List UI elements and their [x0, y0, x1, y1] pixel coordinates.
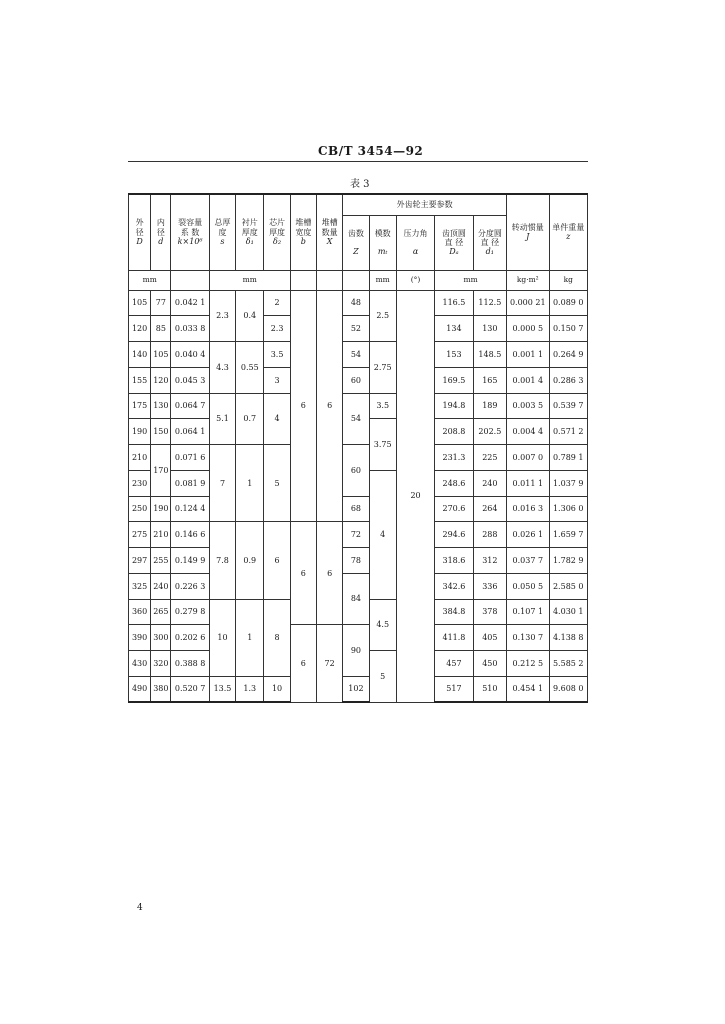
cell-d: 380 — [151, 676, 171, 702]
cell-J: 0.016 3 — [507, 496, 549, 522]
cell-l: 0.9 — [236, 522, 264, 599]
col-header-weight: 单件重量 z — [549, 194, 588, 270]
cell-k: 0.040 4 — [171, 342, 209, 368]
col-header-vol-coef: 裂容量 系 数 k×10⁶ — [171, 194, 209, 270]
cell-J: 0.004 4 — [507, 419, 549, 445]
col-header-core-thick: 芯片 厚度 δ₂ — [264, 194, 290, 270]
cell-k: 0.520 7 — [171, 676, 209, 702]
cell-d: 150 — [151, 419, 171, 445]
cell-l: 0.4 — [236, 290, 264, 342]
cell-Z: 90 — [343, 625, 369, 677]
cell-d: 170 — [151, 445, 171, 497]
cell-w: 0.571 2 — [549, 419, 588, 445]
cell-Da: 248.6 — [435, 470, 473, 496]
cell-J: 0.107 1 — [507, 599, 549, 625]
cell-m: 4.5 — [369, 599, 396, 651]
cell-Da: 194.8 — [435, 393, 473, 419]
col-header-outer-dia: 外 径 D — [129, 194, 151, 270]
unit-cell: kg·m² — [507, 270, 549, 290]
table-row — [129, 548, 588, 574]
cell-d: 255 — [151, 548, 171, 574]
table-row — [129, 496, 588, 522]
cell-J: 0.130 7 — [507, 625, 549, 651]
unit-cell: mm — [209, 270, 290, 290]
cell-D: 390 — [129, 625, 151, 651]
cell-D: 325 — [129, 573, 151, 599]
document-standard-number: CB/T 3454—92 — [318, 144, 424, 158]
cell-c: 6 — [264, 522, 290, 599]
cell-w: 9.608 0 — [549, 676, 588, 702]
unit-cell: mm — [369, 270, 396, 290]
unit-cell-empty — [290, 270, 316, 290]
cell-w: 4.030 1 — [549, 599, 588, 625]
cell-J: 0.011 1 — [507, 470, 549, 496]
cell-k: 0.124 4 — [171, 496, 209, 522]
table-row — [129, 445, 588, 471]
cell-x: 6 — [316, 522, 342, 625]
page-number: 4 — [137, 903, 143, 913]
cell-J: 0.212 5 — [507, 651, 549, 677]
cell-k: 0.045 3 — [171, 367, 209, 393]
cell-Da: 208.8 — [435, 419, 473, 445]
cell-Da: 134 — [435, 316, 473, 342]
cell-d: 77 — [151, 290, 171, 316]
cell-D: 275 — [129, 522, 151, 548]
cell-D: 140 — [129, 342, 151, 368]
cell-s: 10 — [209, 599, 235, 676]
cell-d: 105 — [151, 342, 171, 368]
cell-b: 6 — [290, 290, 316, 522]
cell-Z: 52 — [343, 316, 369, 342]
cell-l: 0.7 — [236, 393, 264, 445]
cell-b: 6 — [290, 625, 316, 702]
cell-c: 8 — [264, 599, 290, 676]
cell-w: 4.138 8 — [549, 625, 588, 651]
cell-d: 120 — [151, 367, 171, 393]
cell-k: 0.064 1 — [171, 419, 209, 445]
cell-l: 1.3 — [236, 676, 264, 702]
cell-D: 120 — [129, 316, 151, 342]
cell-w: 1.659 7 — [549, 522, 588, 548]
cell-d1: 264 — [473, 496, 506, 522]
cell-w: 5.585 2 — [549, 651, 588, 677]
cell-s: 7 — [209, 445, 235, 522]
cell-w: 1.782 9 — [549, 548, 588, 574]
cell-D: 430 — [129, 651, 151, 677]
cell-Da: 153 — [435, 342, 473, 368]
cell-b: 6 — [290, 522, 316, 625]
cell-s: 5.1 — [209, 393, 235, 445]
cell-m: 4 — [369, 470, 396, 599]
spec-table — [128, 193, 588, 703]
table-caption: 表 3 — [350, 179, 370, 190]
table-row — [129, 676, 588, 702]
col-header-teeth: 齿数 Z — [343, 215, 369, 270]
cell-Z: 54 — [343, 342, 369, 368]
header-rule — [128, 161, 588, 162]
cell-s: 2.3 — [209, 290, 235, 342]
cell-Da: 411.8 — [435, 625, 473, 651]
cell-Da: 342.6 — [435, 573, 473, 599]
col-header-inner-dia: 内 径 d — [151, 194, 171, 270]
cell-Da: 517 — [435, 676, 473, 702]
table-row — [129, 367, 588, 393]
cell-w: 1.306 0 — [549, 496, 588, 522]
cell-s: 7.8 — [209, 522, 235, 599]
cell-x: 6 — [316, 290, 342, 522]
cell-D: 230 — [129, 470, 151, 496]
cell-J: 0.454 1 — [507, 676, 549, 702]
cell-c: 4 — [264, 393, 290, 445]
cell-d: 320 — [151, 651, 171, 677]
cell-m: 5 — [369, 651, 396, 703]
cell-k: 0.279 8 — [171, 599, 209, 625]
cell-w: 2.585 0 — [549, 573, 588, 599]
cell-d: 210 — [151, 522, 171, 548]
cell-d1: 240 — [473, 470, 506, 496]
cell-Da: 294.6 — [435, 522, 473, 548]
cell-J: 0.003 5 — [507, 393, 549, 419]
cell-d1: 148.5 — [473, 342, 506, 368]
cell-Z: 102 — [343, 676, 369, 702]
cell-Z: 54 — [343, 393, 369, 445]
cell-c: 2.3 — [264, 316, 290, 342]
table-row — [129, 522, 588, 548]
cell-l: 1 — [236, 599, 264, 676]
cell-m: 3.5 — [369, 393, 396, 419]
cell-J: 0.007 0 — [507, 445, 549, 471]
col-header-total-thick: 总厚 度 s — [209, 194, 235, 270]
cell-w: 0.089 0 — [549, 290, 588, 316]
cell-c: 10 — [264, 676, 290, 702]
table-row — [129, 290, 588, 316]
cell-D: 155 — [129, 367, 151, 393]
cell-c: 2 — [264, 290, 290, 316]
unit-cell: (°) — [396, 270, 434, 290]
cell-d: 85 — [151, 316, 171, 342]
cell-l: 1 — [236, 445, 264, 522]
cell-c: 3.5 — [264, 342, 290, 368]
cell-Da: 116.5 — [435, 290, 473, 316]
cell-k: 0.081 9 — [171, 470, 209, 496]
col-group-gear-params: 外齿轮主要参数 — [343, 194, 507, 215]
cell-D: 175 — [129, 393, 151, 419]
cell-Z: 72 — [343, 522, 369, 548]
cell-l: 0.55 — [236, 342, 264, 394]
cell-w: 0.264 9 — [549, 342, 588, 368]
cell-w: 0.150 7 — [549, 316, 588, 342]
cell-J: 0.000 5 — [507, 316, 549, 342]
cell-D: 490 — [129, 676, 151, 702]
cell-J: 0.001 4 — [507, 367, 549, 393]
cell-d1: 378 — [473, 599, 506, 625]
cell-k: 0.064 7 — [171, 393, 209, 419]
col-header-pitch-dia: 分度圆 直 径 d₁ — [473, 215, 506, 270]
cell-w: 0.539 7 — [549, 393, 588, 419]
cell-Da: 318.6 — [435, 548, 473, 574]
cell-d: 300 — [151, 625, 171, 651]
cell-d1: 510 — [473, 676, 506, 702]
cell-m: 3.75 — [369, 419, 396, 471]
cell-d1: 130 — [473, 316, 506, 342]
unit-cell: mm — [129, 270, 171, 290]
cell-D: 105 — [129, 290, 151, 316]
cell-J: 0.001 1 — [507, 342, 549, 368]
cell-k: 0.388 8 — [171, 651, 209, 677]
cell-w: 1.037 9 — [549, 470, 588, 496]
cell-D: 297 — [129, 548, 151, 574]
table-row — [129, 342, 588, 368]
cell-D: 190 — [129, 419, 151, 445]
cell-alpha: 20 — [396, 290, 434, 702]
col-header-module: 模数 mₜ — [369, 215, 396, 270]
table-row — [129, 316, 588, 342]
cell-d: 240 — [151, 573, 171, 599]
cell-k: 0.226 3 — [171, 573, 209, 599]
table-row — [129, 625, 588, 651]
table-row — [129, 393, 588, 419]
cell-s: 13.5 — [209, 676, 235, 702]
unit-cell: kg — [549, 270, 588, 290]
cell-Z: 78 — [343, 548, 369, 574]
unit-cell: mm — [435, 270, 507, 290]
cell-Da: 231.3 — [435, 445, 473, 471]
cell-d1: 288 — [473, 522, 506, 548]
cell-k: 0.042 1 — [171, 290, 209, 316]
col-header-liner-thick: 衬片 厚度 δ₁ — [236, 194, 264, 270]
cell-Z: 84 — [343, 573, 369, 625]
cell-d: 265 — [151, 599, 171, 625]
cell-d1: 112.5 — [473, 290, 506, 316]
cell-d1: 202.5 — [473, 419, 506, 445]
cell-D: 250 — [129, 496, 151, 522]
col-header-slot-width: 堆槽 宽度 b — [290, 194, 316, 270]
cell-k: 0.149 9 — [171, 548, 209, 574]
col-header-slot-count: 堆槽 数量 X — [316, 194, 342, 270]
cell-c: 5 — [264, 445, 290, 522]
cell-d1: 225 — [473, 445, 506, 471]
cell-c: 3 — [264, 367, 290, 393]
cell-J: 0.050 5 — [507, 573, 549, 599]
cell-Z: 68 — [343, 496, 369, 522]
cell-k: 0.202 6 — [171, 625, 209, 651]
cell-d: 130 — [151, 393, 171, 419]
unit-cell-empty — [343, 270, 369, 290]
cell-d1: 405 — [473, 625, 506, 651]
cell-D: 210 — [129, 445, 151, 471]
cell-k: 0.033 8 — [171, 316, 209, 342]
cell-w: 0.286 3 — [549, 367, 588, 393]
cell-m: 2.75 — [369, 342, 396, 394]
cell-Da: 169.5 — [435, 367, 473, 393]
cell-Z: 60 — [343, 445, 369, 497]
cell-Da: 270.6 — [435, 496, 473, 522]
cell-J: 0.037 7 — [507, 548, 549, 574]
table-row — [129, 573, 588, 599]
cell-k: 0.146 6 — [171, 522, 209, 548]
cell-d1: 450 — [473, 651, 506, 677]
cell-J: 0.026 1 — [507, 522, 549, 548]
cell-d1: 336 — [473, 573, 506, 599]
cell-w: 0.789 1 — [549, 445, 588, 471]
cell-d: 190 — [151, 496, 171, 522]
cell-d1: 189 — [473, 393, 506, 419]
cell-d1: 312 — [473, 548, 506, 574]
col-header-tip-dia: 齿顶圆 直 径 Dₐ — [435, 215, 473, 270]
cell-s: 4.3 — [209, 342, 235, 394]
unit-cell-empty — [171, 270, 209, 290]
cell-D: 360 — [129, 599, 151, 625]
cell-x: 72 — [316, 625, 342, 702]
unit-cell-empty — [316, 270, 342, 290]
cell-Da: 384.8 — [435, 599, 473, 625]
cell-J: 0.000 21 — [507, 290, 549, 316]
cell-k: 0.071 6 — [171, 445, 209, 471]
cell-d1: 165 — [473, 367, 506, 393]
col-header-inertia: 转动惯量 J — [507, 194, 549, 270]
cell-Z: 60 — [343, 367, 369, 393]
cell-Z: 48 — [343, 290, 369, 316]
col-header-pressure-angle: 压力角 α — [396, 215, 434, 270]
cell-Da: 457 — [435, 651, 473, 677]
cell-m: 2.5 — [369, 290, 396, 342]
